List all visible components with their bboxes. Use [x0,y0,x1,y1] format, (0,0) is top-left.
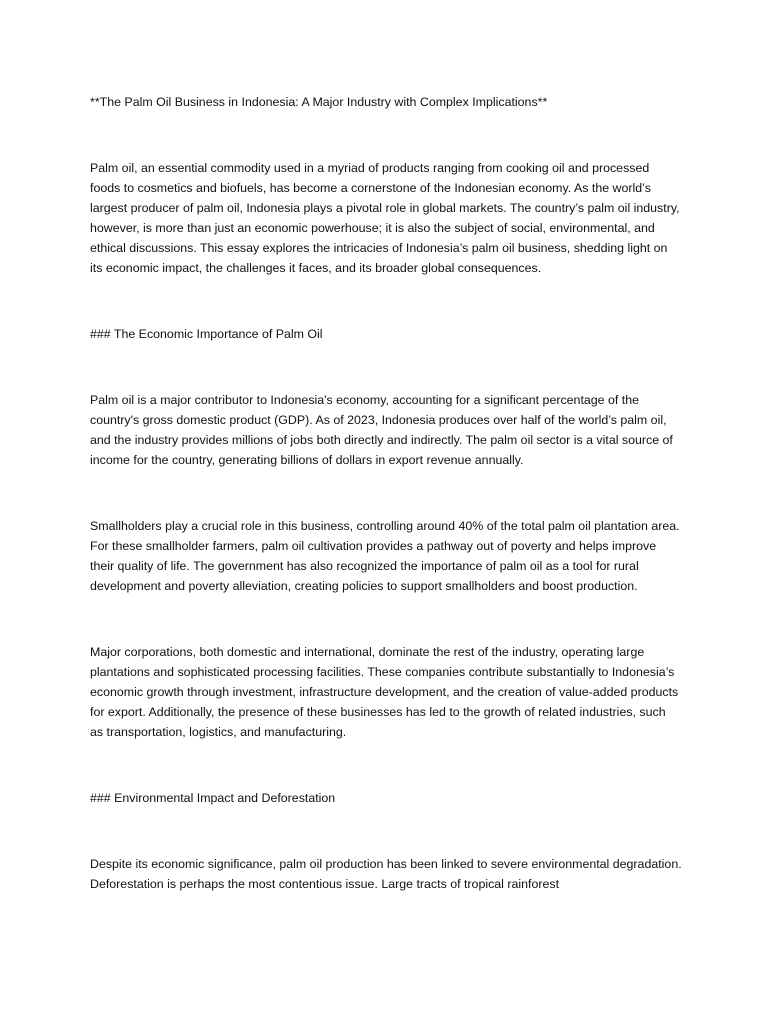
economic-paragraph-2: Smallholders play a crucial role in this business, controlling around 40% of the total palm oil plantation area. For these smallholder farmers, palm oil cultivation provides a pathway out of poverty and helps improve their quality of life. The government has also recognized the importance of palm oil as a tool for rural development and poverty alleviation, creating policies to support smallholders and boost production. [90,519,680,593]
section-heading-economic-importance: ### The Economic Importance of Palm Oil [90,327,323,341]
document-title: **The Palm Oil Business in Indonesia: A Major Industry with Complex Implications** [90,95,548,109]
economic-paragraph-1: Palm oil is a major contributor to Indonesia's economy, accounting for a significant percentage of the country's gross domestic product (GDP). As of 2023, Indonesia produces over half of the world’s palm oil, and the industry provides millions of jobs both directly and indirectly. The palm oil sector is a vital source of income for the country, generating billions of dollars in export revenue annually. [90,393,673,467]
spacer [90,596,682,642]
spacer [90,742,682,788]
spacer [90,470,682,516]
spacer [90,344,682,390]
spacer [90,808,682,854]
spacer [90,112,682,158]
environmental-paragraph-1: Despite its economic significance, palm oil production has been linked to severe environmental degradation. Deforestation is perhaps the most contentious issue. Large tracts of tropical rainforest [90,857,682,891]
intro-paragraph: Palm oil, an essential commodity used in a myriad of products ranging from cooking oil and processed foods to cosmetics and biofuels, has become a cornerstone of the Indonesian economy. As the world’s largest producer of palm oil, Indonesia plays a pivotal role in global markets. The country’s palm oil industry, however, is more than just an economic powerhouse; it is also the subject of social, environmental, and ethical discussions. This essay explores the intricacies of Indonesia’s palm oil business, shedding light on its economic impact, the challenges it faces, and its broader global consequences. [90,161,680,275]
section-heading-environmental-impact: ### Environmental Impact and Deforestation [90,791,336,805]
document-body [90,88,682,894]
spacer [90,278,682,324]
economic-paragraph-3: Major corporations, both domestic and international, dominate the rest of the industry, operating large plantations and sophisticated processing facilities. These companies contribute substantially to Indonesia’s economic growth through investment, infrastructure development, and the creation of value-added products for export. Additionally, the presence of these businesses has led to the growth of related industries, such as transportation, logistics, and manufacturing. [90,645,679,739]
